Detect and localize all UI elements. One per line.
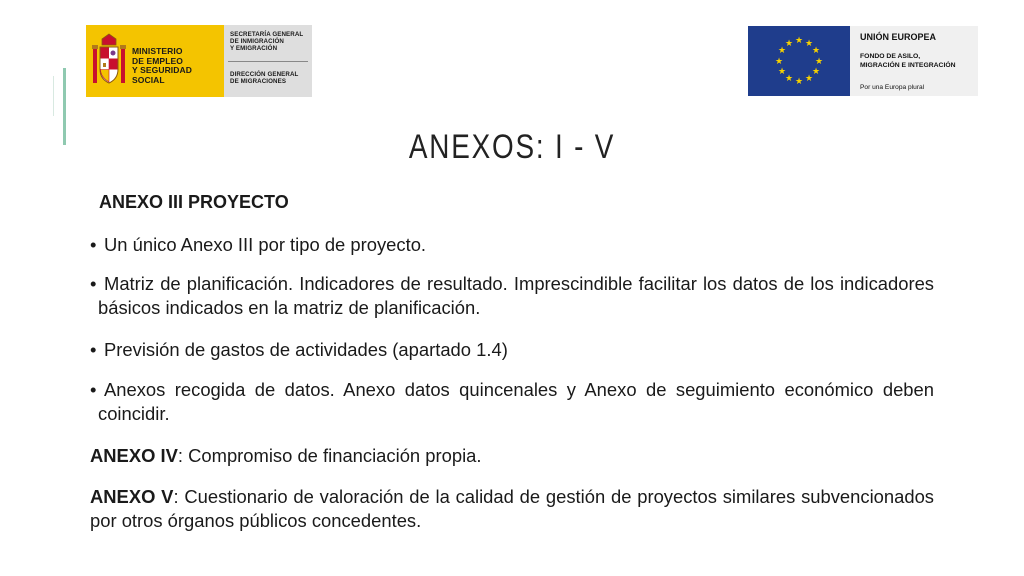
ministry-name: MINISTERIO DE EMPLEO Y SEGURIDAD SOCIAL — [132, 46, 192, 85]
annex3-bullet-1: • Un único Anexo III por tipo de proyecto. — [90, 234, 427, 255]
eu-tagline: Por una Europa plural — [860, 84, 925, 91]
eu-fund-name: FONDO DE ASILO, MIGRACIÓN E INTEGRACIÓN — [860, 53, 956, 69]
annex4-label: ANEXO IV — [90, 445, 178, 466]
bullet-icon: • — [90, 379, 97, 400]
svg-text:★: ★ — [814, 57, 824, 67]
direccion-general-text: DIRECCIÓN GENERAL DE MIGRACIONES — [230, 71, 299, 85]
annex3-heading: ANEXO III PROYECTO — [99, 192, 289, 212]
annex5-paragraph — [90, 485, 934, 533]
eu-logo — [748, 26, 978, 96]
svg-text:★: ★ — [774, 57, 784, 67]
svg-text:★: ★ — [777, 46, 787, 56]
eu-flag-icon — [748, 26, 850, 96]
svg-text:★: ★ — [794, 36, 804, 46]
svg-text:★: ★ — [804, 39, 814, 49]
bullet-icon: • — [90, 273, 97, 294]
svg-text:★: ★ — [804, 74, 814, 84]
bullet-icon: • — [90, 234, 97, 255]
annex3-bullet-4: • Anexos recogida de datos. Anexo datos quincenales y Anexo de seguimiento económico deben coincidir. — [90, 379, 934, 424]
svg-text:★: ★ — [794, 77, 804, 87]
accent-bar — [63, 68, 66, 145]
logo-divider — [228, 61, 308, 62]
decorative-line — [53, 76, 54, 116]
svg-text:★: ★ — [784, 74, 794, 84]
annex4-paragraph — [90, 444, 934, 468]
ministry-logo — [86, 25, 312, 97]
eu-title: UNIÓN EUROPEA — [860, 32, 937, 42]
secretaria-general-text: SECRETARÍA GENERAL DE INMIGRACIÓN Y EMIGRACIÓN — [230, 31, 304, 52]
svg-text:★: ★ — [811, 46, 821, 56]
bullet-icon: • — [90, 339, 97, 360]
annex5-label: ANEXO V — [90, 486, 174, 507]
ministry-logo-yellow-block — [86, 25, 224, 97]
annex4-text: : Compromiso de financiación propia. — [177, 445, 482, 466]
coat-of-arms-icon — [92, 33, 126, 89]
annex3-bullet-3: • Previsión de gastos de actividades (apartado 1.4) — [90, 339, 508, 360]
ministry-logo-gray-block — [224, 25, 312, 97]
annex3-bullet-2: • Matriz de planificación. Indicadores de resultado. Imprescindible facilitar los datos de los indicadores básicos indicados en la matriz de planificación. — [90, 273, 934, 318]
svg-text:★: ★ — [777, 67, 787, 77]
svg-text:★: ★ — [784, 39, 794, 49]
slide-title: ANEXOS: I - V — [408, 128, 616, 166]
svg-text:★: ★ — [811, 67, 821, 77]
annex5-text: : Cuestionario de valoración de la calidad de gestión de proyectos similares subvencionados por otros órganos públicos concedentes. — [90, 486, 934, 531]
